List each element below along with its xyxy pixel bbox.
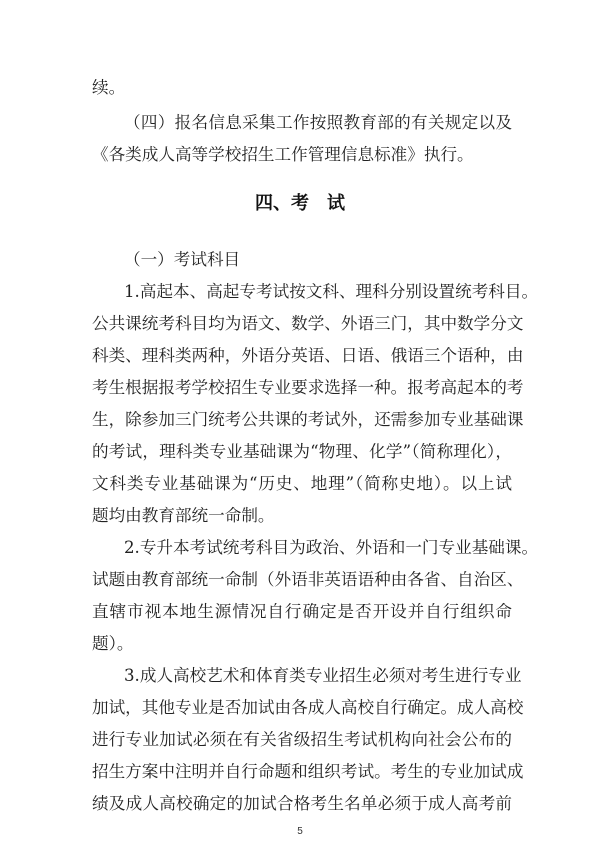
item-3-line: 招生方案中注明并自行命题和组织考试。考生的专业加试成 <box>92 762 524 781</box>
item-3-line: 进行专业加试必须在有关省级招生考试机构向社会公布的 <box>92 730 512 749</box>
item-1-line: 生，除参加三门统考公共课的考试外，还需参加专业基础课 <box>92 410 524 429</box>
section-heading: 四、考 试 <box>255 193 345 214</box>
item-1-line: 题均由教育部统一命制。 <box>92 506 275 525</box>
subsection-heading: （一）考试科目 <box>124 250 241 269</box>
item-2-line: 2.专升本考试统考科目为政治、外语和一门专业基础课。 <box>124 538 539 557</box>
item-1-line: 公共课统考科目均为语文、数学、外语三门，其中数学分文 <box>92 314 524 333</box>
continuation-text: 续。 <box>92 78 126 97</box>
page-number: 5 <box>297 826 303 837</box>
paragraph-4-line: 《各类成人高等学校招生工作管理信息标准》执行。 <box>92 145 474 164</box>
item-3-line: 加试，其他专业是否加试由各成人高校自行确定。成人高校 <box>92 698 524 717</box>
item-3-line: 绩及成人高校确定的加试合格考生名单必须于成人高考前 <box>92 794 512 813</box>
item-1-line: 1.高起本、高起专考试按文科、理科分别设置统考科目。 <box>124 282 539 301</box>
item-2-line: 题）。 <box>92 634 134 653</box>
item-1-line: 的考试，理科类专业基础课为“物理、化学”（简称理化）， <box>92 442 512 461</box>
item-1-line: 考生根据报考学校招生专业要求选择一种。报考高起本的考 <box>92 378 524 397</box>
item-3-line: 3.成人高校艺术和体育类专业招生必须对考生进行专业 <box>124 666 522 685</box>
item-2-line: 直辖市视本地生源情况自行确定是否开设并自行组织命 <box>92 602 512 621</box>
item-2-line: 试题由教育部统一命制（外语非英语语种由各省、自治区、 <box>92 570 524 589</box>
item-1-line: 文科类专业基础课为“历史、地理”（简称史地）。以上试 <box>92 474 512 493</box>
paragraph-4-line: （四）报名信息采集工作按照教育部的有关规定以及 <box>124 113 512 132</box>
item-1-line: 科类、理科类两种，外语分英语、日语、俄语三个语种，由 <box>92 346 524 365</box>
